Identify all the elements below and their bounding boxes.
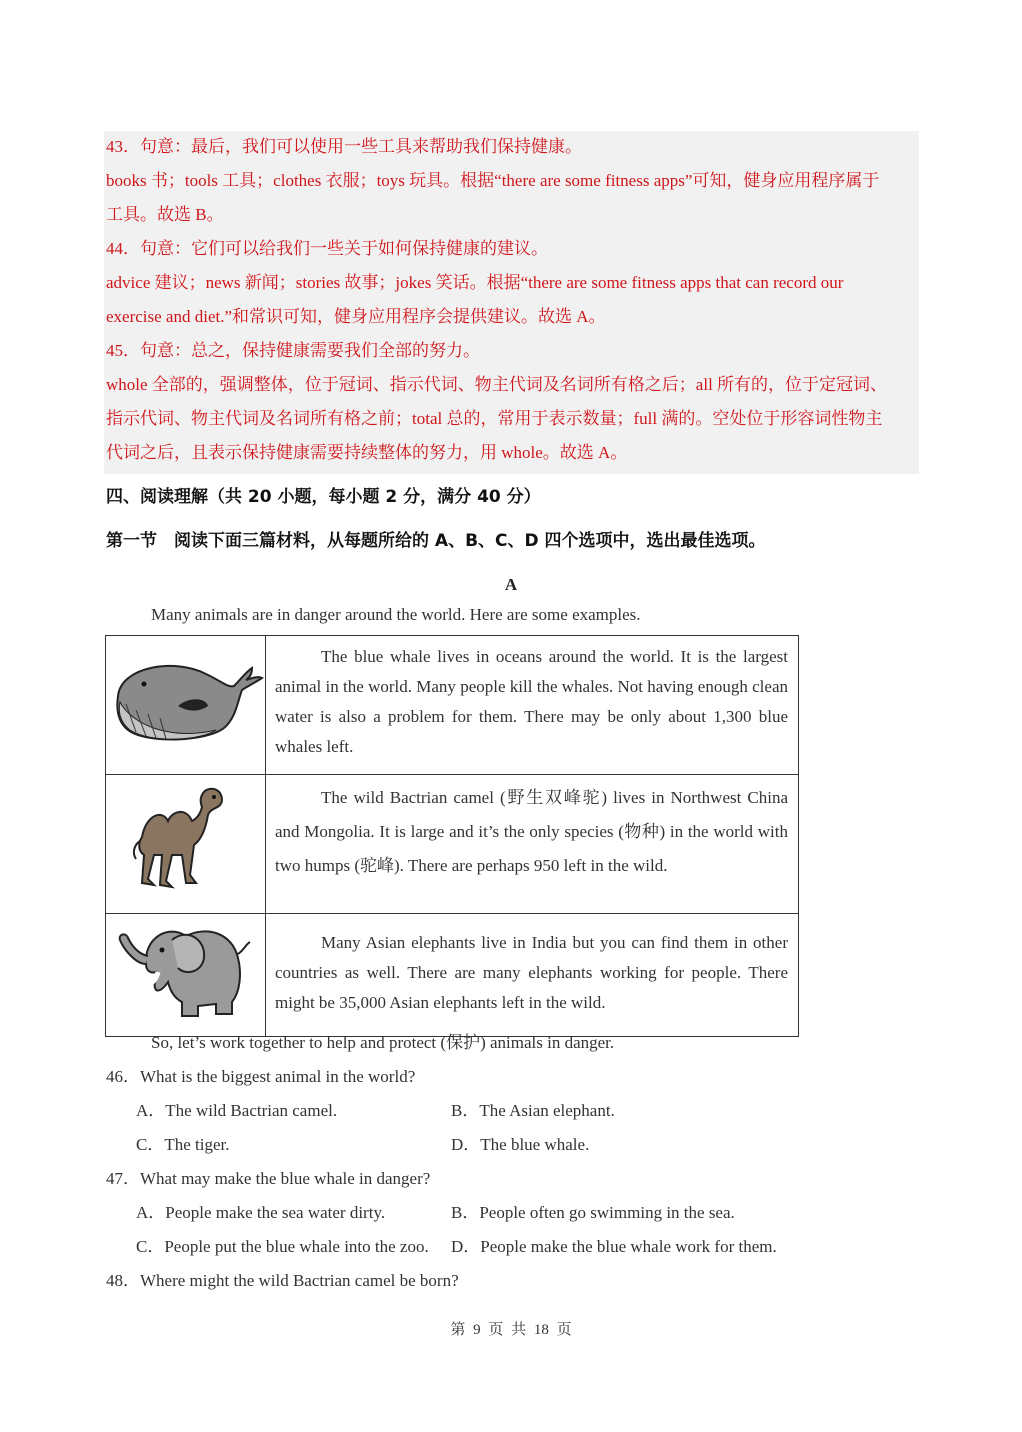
answer-line: advice 建议；news 新闻；stories 故事；jokes 笑话。根据“there are some fitness apps that can record our	[106, 273, 844, 292]
passage-intro: Many animals are in danger around the world. Here are some examples.	[151, 605, 641, 624]
table-row	[106, 775, 799, 914]
whale-text: The blue whale lives in oceans around the world. It is the largest animal in the world. Many people kill the whales. Not having enough clean water is also a problem for them. There may be only about 1,300 blue whales left.	[266, 636, 799, 775]
answer-line: books 书；tools 工具；clothes 衣服；toys 玩具。根据“there are some fitness apps”可知，健身应用程序属于	[106, 171, 880, 190]
page-footer: 第 9 页 共 18 页	[450, 1322, 572, 1338]
option-47-b: B．People often go swimming in the sea.	[451, 1203, 735, 1222]
table-row	[106, 914, 799, 1037]
answer-line: exercise and diet.”和常识可知，健身应用程序会提供建议。故选 A。	[106, 307, 606, 326]
option-46-d: D．The blue whale.	[451, 1135, 590, 1154]
passage-title: A	[504, 575, 518, 594]
elephant-text: Many Asian elephants live in India but you can find them in other countries as well. There are many elephants working for people. There might be 35,000 Asian elephants left in the wild.	[266, 914, 799, 1037]
part-heading: 第一节 阅读下面三篇材料，从每题所给的 A、B、C、D 四个选项中，选出最佳选项。	[106, 531, 766, 551]
answer-line: 代词之后，且表示保持健康需要持续整体的努力，用 whole。故选 A。	[106, 443, 628, 462]
option-47-d: D．People make the blue whale work for them.	[451, 1237, 777, 1256]
whale-image	[106, 636, 265, 769]
passage-closing: So, let’s work together to help and protect (保护) animals in danger.	[151, 1033, 615, 1052]
option-46-b: B．The Asian elephant.	[451, 1101, 615, 1120]
camel-image	[106, 775, 265, 908]
answer-line: 指示代词、物主代词及名词所有格之前；total 总的，常用于表示数量；full 满的。空处位于形容词性物主	[106, 409, 883, 428]
answer-line: 45．句意：总之，保持健康需要我们全部的努力。	[106, 341, 480, 360]
question-48: 48．Where might the wild Bactrian camel be born?	[106, 1271, 459, 1290]
table-row	[106, 636, 799, 775]
question-47: 47．What may make the blue whale in danger?	[106, 1169, 431, 1188]
option-47-a: A．People make the sea water dirty.	[136, 1203, 386, 1222]
answer-line: whole 全部的，强调整体，位于冠词、指示代词、物主代词及名词所有格之后；all 所有的，位于定冠词、	[106, 375, 888, 394]
option-46-a: A．The wild Bactrian camel.	[136, 1101, 338, 1120]
option-47-c: C．People put the blue whale into the zoo.	[136, 1237, 429, 1256]
animals-table	[105, 635, 799, 1037]
camel-image-cell	[106, 775, 266, 914]
answer-line: 工具。故选 B。	[106, 205, 224, 224]
elephant-image	[106, 914, 265, 1031]
answer-line: 44．句意：它们可以给我们一些关于如何保持健康的建议。	[106, 239, 548, 258]
section-heading: 四、阅读理解（共 20 小题，每小题 2 分，满分 40 分）	[106, 487, 541, 507]
camel-text: The wild Bactrian camel (野生双峰驼) lives in Northwest China and Mongolia. It is large and it’s the only species (物种) in the world with two humps (驼峰). There are perhaps 950 left in the wild.	[266, 775, 799, 914]
question-46: 46．What is the biggest animal in the world?	[106, 1067, 416, 1086]
elephant-image-cell	[106, 914, 266, 1037]
option-46-c: C．The tiger.	[136, 1135, 230, 1154]
whale-image-cell	[106, 636, 266, 775]
answer-line: 43．句意：最后，我们可以使用一些工具来帮助我们保持健康。	[106, 137, 582, 156]
